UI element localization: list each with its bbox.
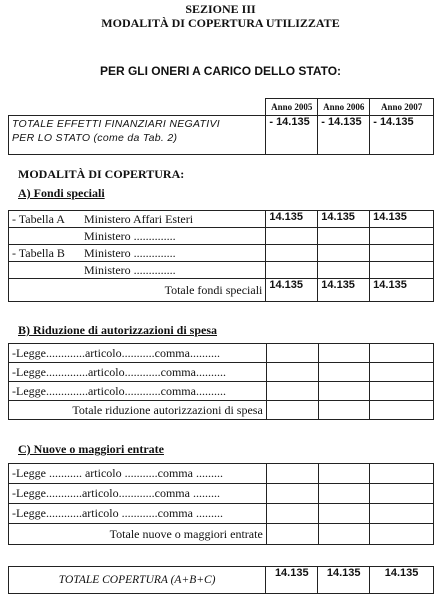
page-title: MODALITÀ DI COPERTURA UTILIZZATE (101, 16, 340, 30)
year-header: Anno 2005 (266, 99, 318, 116)
grand-total-value: 14.135 (370, 567, 434, 594)
ministry-label: Ministero .............. (84, 245, 176, 260)
effects-value: - 14.135 (266, 115, 318, 154)
year-header: Anno 2006 (318, 99, 370, 116)
section-number: SEZIONE III (185, 2, 256, 16)
total-row (9, 524, 434, 545)
table-row (9, 344, 434, 363)
table-row (9, 382, 434, 401)
section-b-table (8, 343, 434, 420)
page-subtitle: PER GLI ONERI A CARICO DELLO STATO: (99, 64, 342, 78)
section-a-table (8, 210, 434, 302)
table-row (9, 464, 434, 484)
ministry-label: Ministero Affari Esteri (84, 211, 194, 226)
effects-label-cell (9, 115, 266, 154)
total-row (9, 279, 434, 302)
total-row (9, 401, 434, 420)
tabella-label: - Tabella A (12, 211, 65, 226)
section-c-heading: C) Nuove o maggiori entrate (18, 442, 164, 456)
effects-label-line2: PER LO STATO (come da Tab. 2) (12, 131, 178, 144)
total-row (9, 567, 434, 594)
grand-total-table (8, 566, 434, 594)
effects-value: - 14.135 (370, 115, 434, 154)
grand-total-label: TOTALE COPERTURA (A+B+C) (9, 567, 266, 594)
effects-label-line1: TOTALE EFFETTI FINANZIARI NEGATIVI (12, 117, 220, 130)
effects-value: - 14.135 (318, 115, 370, 154)
ministry-label: Ministero .............. (84, 262, 176, 277)
total-label: Totale nuove o maggiori entrate (9, 524, 267, 545)
section-a-heading: A) Fondi speciali (18, 186, 105, 200)
law-row-label: -Legge............articolo ............comma ......... (9, 504, 267, 524)
total-value: 14.135 (370, 279, 434, 302)
year-header: Anno 2007 (370, 99, 434, 116)
table-row (9, 504, 434, 524)
table-row (9, 211, 434, 228)
total-value: 14.135 (318, 279, 370, 302)
financial-effects-table (8, 98, 434, 155)
section-c-table (8, 463, 434, 545)
total-label: Totale riduzione autorizzazioni di spesa (9, 401, 267, 420)
fund-value: 14.135 (266, 211, 318, 228)
law-row-label: -Legge..............articolo............comma.......... (9, 363, 267, 382)
grand-total-value: 14.135 (266, 567, 318, 594)
grand-total-value: 14.135 (318, 567, 370, 594)
table-row (9, 245, 434, 262)
law-row-label: -Legge ........... articolo ...........comma ......... (9, 464, 267, 484)
law-row-label: -Legge.............articolo...........comma.......... (9, 344, 267, 363)
total-label: Totale fondi speciali (9, 279, 266, 302)
fund-value: 14.135 (370, 211, 434, 228)
table-row (9, 363, 434, 382)
fund-value: 14.135 (318, 211, 370, 228)
table-row (9, 262, 434, 279)
table-row (9, 228, 434, 245)
tabella-label: - Tabella B (12, 245, 65, 260)
coverage-heading: MODALITÀ DI COPERTURA: (18, 167, 185, 181)
law-row-label: -Legge............articolo............comma ......... (9, 484, 267, 504)
section-b-heading: B) Riduzione di autorizzazioni di spesa (18, 323, 218, 337)
table-row (9, 484, 434, 504)
total-value: 14.135 (266, 279, 318, 302)
law-row-label: -Legge..............articolo............comma.......... (9, 382, 267, 401)
ministry-label: Ministero .............. (84, 228, 176, 243)
